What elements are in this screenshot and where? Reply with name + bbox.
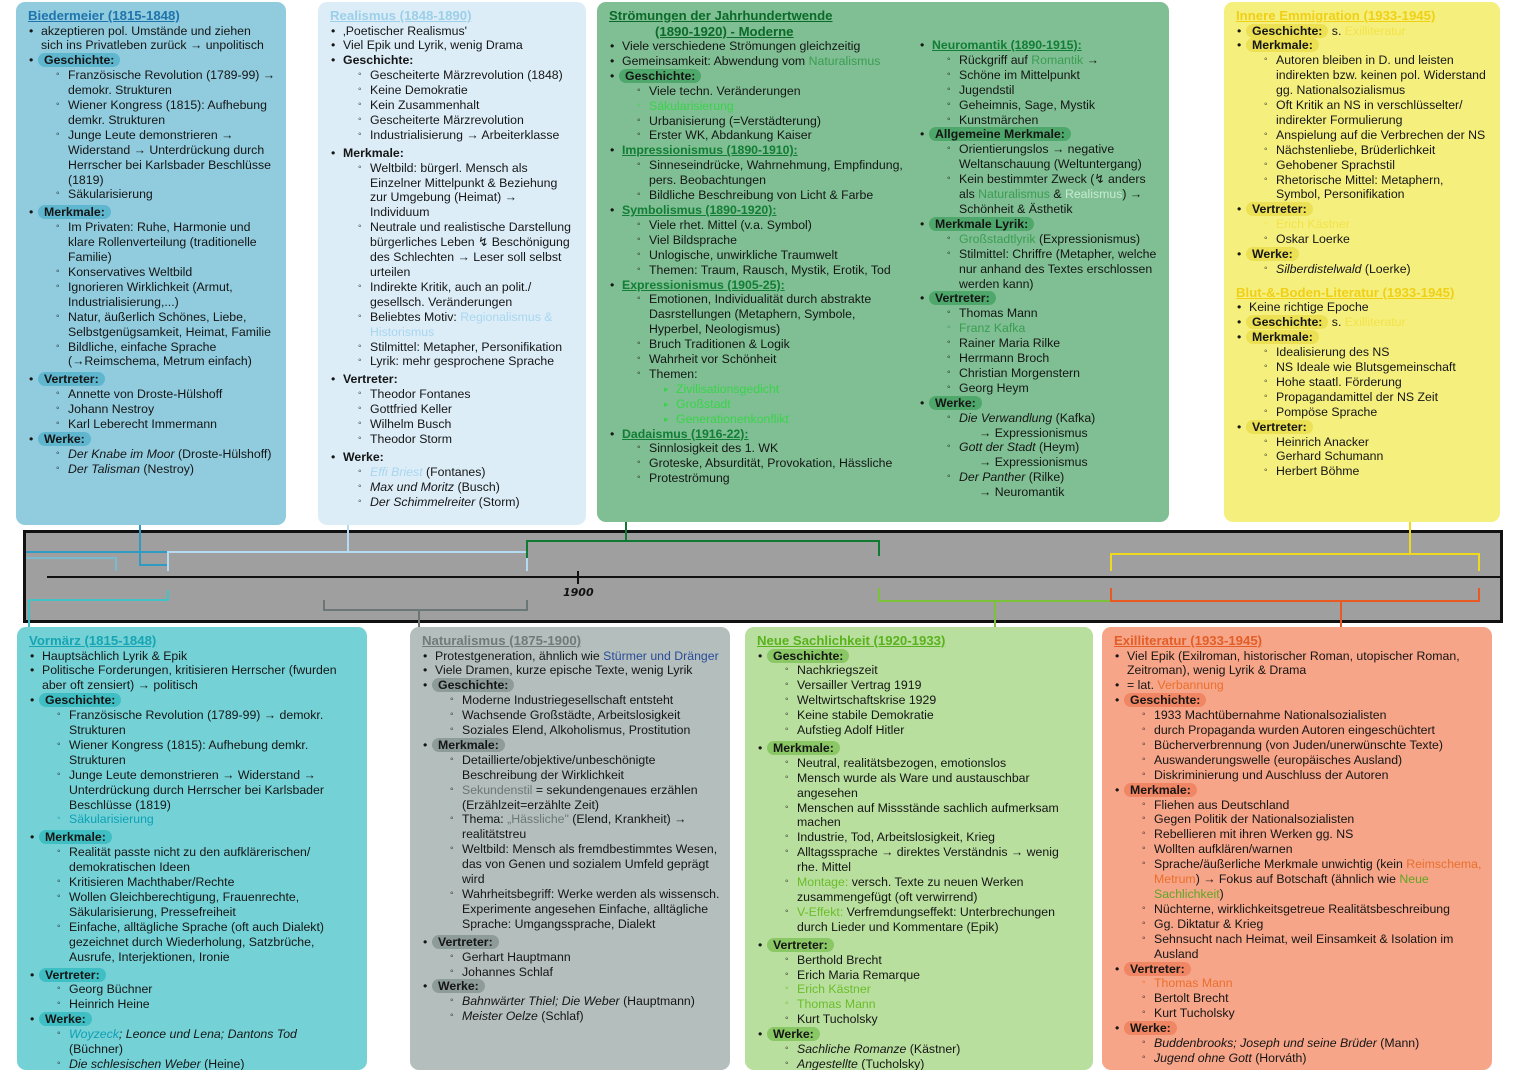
list-item: ◦ Moderne Industriegesellschaft entsteht	[449, 693, 720, 708]
card-naturalismus	[410, 627, 730, 1070]
section-label: Geschichte:	[343, 53, 414, 68]
list-item: ◦ Wiener Kongress (1815): Aufhebung demkr. Strukturen	[56, 738, 357, 768]
list-item: ◦ Konservatives Weltbild	[55, 265, 276, 280]
list-item: • Keine richtige Epoche	[1236, 300, 1490, 315]
list-item: ◦ Im Privaten: Ruhe, Harmonie und klare Rollenverteilung (traditionelle Familie)	[55, 220, 276, 265]
list-item: ◦ Wachsende Großstädte, Arbeitslosigkeit	[449, 708, 720, 723]
list-item: ◦ Jugend ohne Gott (Horváth)	[1141, 1051, 1482, 1066]
list-item: ◦ Die Verwandlung (Kafka) → Expressionismus	[946, 411, 1163, 441]
timeline-year-label: 1900	[563, 586, 594, 599]
card-biedermeier	[16, 2, 286, 525]
list-item: ◦ Lyrik: mehr gesprochene Sprache	[357, 354, 576, 369]
card-title: Strömungen der Jahrhundertwende	[609, 8, 833, 23]
list-item: ◦ Versailler Vertrag 1919	[784, 678, 1083, 693]
card-title: Innere Emmigration (1933-1945)	[1236, 8, 1436, 23]
list-item: ◦ Realität passte nicht zu den aufklärerischen/ demokratischen Ideen	[56, 845, 357, 875]
card-title: Neue Sachlichkeit (1920-1933)	[757, 633, 946, 648]
list-item: ◦ Emotionen, Individualität durch abstrakte Dasrstellungen (Metaphern, Symbole, Hyperbel, Neologismus)	[636, 292, 909, 337]
list-item: ◦ Themen: ▸ Zivilisationsgedicht ▸ Großstadt ▸ Generationenkonflikt	[636, 367, 909, 427]
list-item: ◦ Die schlesischen Weber (Heine)	[56, 1057, 357, 1070]
list-item: ◦ Junge Leute demonstrieren → Widerstand → Unterdrückung durch Herrscher bei Karlsbader Beschlüsse (1819)	[56, 768, 357, 813]
list-item: ◦ Nachkriegszeit	[784, 663, 1083, 678]
list-item: ◦ Bahnwärter Thiel; Die Weber (Hauptmann)	[449, 994, 720, 1009]
list-item: ◦ Weltwirtschaftskrise 1929	[784, 693, 1083, 708]
section-label: Vertreter:	[1246, 202, 1313, 216]
list-item: • Politische Forderungen, kritisieren Herrscher (fwurden aber oft zensiert) → politisch	[29, 663, 357, 693]
section-label: Geschichte:	[39, 693, 121, 707]
section-label: Vertreter:	[1246, 420, 1313, 434]
connector-exil	[1111, 588, 1479, 601]
list-item: ◦ Schöne im Mittelpunkt	[946, 68, 1163, 83]
list-item: ◦ Auswanderungswelle (europäisches Ausland)	[1141, 753, 1482, 768]
list-item: ◦ Junge Leute demonstrieren → Widerstand → Unterdrückung durch Herrscher bei Karlsbader Beschlüsse (1819)	[55, 128, 276, 188]
section-label: Expressionismus (1905-25):	[622, 277, 785, 292]
list-item: ◦ Gegen Politik der Nationalsozialisten	[1141, 812, 1482, 827]
list-item: • Viele Dramen, kurze epische Texte, wenig Lyrik	[422, 663, 720, 678]
list-item: ◦ Heinrich Heine	[56, 997, 357, 1012]
card-vormaerz	[17, 627, 367, 1070]
list-item: • Viel Epik (Exilroman, historischer Roman, utopischer Roman, Zeitroman), wenig Lyrik & Drama	[1114, 649, 1482, 679]
list-item: ◦ Der Talisman (Nestroy)	[55, 462, 276, 477]
list-item: ◦ Woyzeck; Leonce und Lena; Dantons Tod (Büchner)	[56, 1027, 357, 1057]
list-item: ◦ Industrie, Tod, Arbeitslosigkeit, Krieg	[784, 830, 1083, 845]
list-item: ◦ Stilmittel: Chriffre (Metapher, welche nur anhand des Textes erschlossen werden kann)	[946, 247, 1163, 292]
list-item: ◦ Propagandamittel der NS Zeit	[1263, 390, 1490, 405]
list-item: ◦ Säkularisierung	[55, 187, 276, 202]
list-item: ▸ Generationenkonflikt	[663, 412, 909, 427]
list-item: ◦ Gottfried Keller	[357, 402, 576, 417]
section-label: Vertreter:	[1124, 962, 1191, 976]
list-item: ◦ Aufstieg Adolf Hitler	[784, 723, 1083, 738]
list-item: • ‚Poetischer Realismus'	[330, 24, 576, 39]
list-item: ◦ NS Ideale wie Blutsgemeinschaft	[1263, 360, 1490, 375]
list-item: ◦ Theodor Storm	[357, 432, 576, 447]
list-item: ◦ Christian Morgenstern	[946, 366, 1163, 381]
section-label: Symbolismus (1890-1920):	[622, 202, 777, 217]
list-item: ◦ Georg Büchner	[56, 982, 357, 997]
section-label: Vertreter:	[343, 372, 398, 387]
list-item: ◦ Heinrich Anacker	[1263, 435, 1490, 450]
section-label: Vertreter:	[929, 291, 996, 305]
list-item: ◦ Bücherverbrennung (von Juden/unerwünschte Texte)	[1141, 738, 1482, 753]
list-item: ◦ Sehnsucht nach Heimat, weil Einsamkeit & Isolation im Ausland	[1141, 932, 1482, 962]
list-item: ◦ Anspielung auf die Verbrechen der NS	[1263, 128, 1490, 143]
section-label: Vertreter:	[432, 935, 499, 949]
list-item: • akzeptieren pol. Umstände und ziehen sich ins Privatleben zurück → unpolitisch	[28, 24, 276, 54]
list-item: ◦ Viele techn. Veränderungen	[636, 84, 909, 99]
list-item: ◦ Thomas Mann	[946, 306, 1163, 321]
list-item: • Viel Epik und Lyrik, wenig Drama	[330, 38, 576, 53]
list-item: ◦ Sekundenstil = sekundengenaues erzählen (Erzählzeit=erzählte Zeit)	[449, 783, 720, 813]
list-item: ◦ Kein bestimmter Zweck (↯ anders als Naturalismus & Realismus) → Schönheit & Ästhetik	[946, 172, 1163, 217]
list-item: • Gemeinsamkeit: Abwendung vom Naturalismus	[609, 54, 909, 69]
section-label: Geschichte:	[432, 678, 514, 692]
list-item: ◦ Gescheiterte Märzrevolution	[357, 113, 576, 128]
list-item: • Protestgeneration, ähnlich wie Stürmer und Dränger	[422, 649, 720, 664]
list-item: ◦ Johannes Schlaf	[449, 965, 720, 980]
list-item: ◦ Gerhart Hauptmann	[449, 950, 720, 965]
list-item: ◦ Gott der Stadt (Heym) → Expressionismus	[946, 440, 1163, 470]
list-item: ◦ Kritisieren Machthaber/Rechte	[56, 875, 357, 890]
list-item: ◦ Der Knabe im Moor (Droste-Hülshoff)	[55, 447, 276, 462]
section-label: Merkmale:	[1246, 330, 1319, 344]
section-label: Werke:	[1124, 1021, 1177, 1035]
list-item: ◦ Max und Moritz (Busch)	[357, 480, 576, 495]
list-item: ▸ Großstadt	[663, 397, 909, 412]
list-item: • Hauptsächlich Lyrik & Epik	[29, 649, 357, 664]
list-item: ◦ Keine stabile Demokratie	[784, 708, 1083, 723]
card-realismus	[318, 2, 586, 525]
list-item: ◦ Viel Bildsprache	[636, 233, 909, 248]
list-item: • Geschichte: s. Exilliteratur	[1236, 24, 1490, 39]
list-item: ◦ Gerhard Schumann	[1263, 449, 1490, 464]
list-item: ◦ Stilmittel: Metapher, Personifikation	[357, 340, 576, 355]
list-item: ▸ Zivilisationsgedicht	[663, 382, 909, 397]
list-item: ◦ Nüchterne, wirklichkeitsgetreue Realitätsbeschreibung	[1141, 902, 1482, 917]
list-item: ◦ Weltbild: Mensch als fremdbestimmtes Wesen, das von Genen und sozialem Umfeld geprägt wird	[449, 842, 720, 887]
card-title: Vormärz (1815-1848)	[29, 633, 157, 648]
list-item: ◦ Kurt Tucholsky	[1141, 1006, 1482, 1021]
list-item: ◦ Orientierungslos → negative Weltanschauung (Weltuntergang)	[946, 142, 1163, 172]
section-label: Werke:	[39, 1012, 92, 1026]
section-label: Merkmale:	[1124, 783, 1197, 797]
list-item: ◦ Gg. Diktatur & Krieg	[1141, 917, 1482, 932]
card-title: Realismus (1848-1890)	[330, 8, 472, 23]
list-item: ◦ Berthold Brecht	[784, 953, 1083, 968]
section-label: Vertreter:	[38, 372, 105, 386]
list-item: ◦ Säkularisierung	[56, 812, 357, 827]
list-item: ◦ Ignorieren Wirklichkeit (Armut, Industrialisierung,...)	[55, 280, 276, 310]
section-label: Dadaismus (1916-22):	[622, 426, 749, 441]
list-item: • Geschichte: s. Exilliteratur	[1236, 315, 1490, 330]
list-item: ◦ Indirekte Kritik, auch an polit./ gesellsch. Veränderungen	[357, 280, 576, 310]
list-item: ◦ Kein Zusammenhalt	[357, 98, 576, 113]
list-item: ◦ Erich Maria Remarque	[784, 968, 1083, 983]
list-item: ◦ Detaillierte/objektive/unbeschönigte Beschreibung der Wirklichkeit	[449, 753, 720, 783]
list-item: ◦ Bertolt Brecht	[1141, 991, 1482, 1006]
section-label: Impressionismus (1890-1910):	[622, 143, 798, 158]
section-label: Merkmale:	[432, 738, 505, 752]
card-title: Biedermeier (1815-1848)	[28, 8, 180, 23]
list-item: ◦ Oskar Loerke	[1263, 232, 1490, 247]
list-item: ◦ Thomas Mann	[784, 997, 1083, 1012]
list-item: ◦ Sprache/äußerliche Merkmale unwichtig (kein Reimschema, Metrum) → Fokus auf Botschaft (ähnlich wie Neue Sachlichkeit)	[1141, 857, 1482, 902]
list-item: ◦ Geheimnis, Sage, Mystik	[946, 98, 1163, 113]
list-item: ◦ Autoren bleiben in D. und leisten indirekten bzw. keinen pol. Widerstand gg. Nationalsozialismus	[1263, 53, 1490, 98]
list-item: ◦ Neutrale und realistische Darstellung bürgerliches Leben ↯ Beschönigung des Schlechten → Leser soll selbst urteilen	[357, 220, 576, 280]
list-item: ◦ Unlogische, unwirkliche Traumwelt	[636, 248, 909, 263]
list-item: ◦ Herbert Böhme	[1263, 464, 1490, 479]
section-label: Werke:	[343, 449, 384, 464]
list-item: ◦ Bruch Traditionen & Logik	[636, 337, 909, 352]
list-item: ◦ Mensch wurde als Ware und austauschbar angesehen	[784, 771, 1083, 801]
list-item: ◦ Thomas Mann	[1141, 976, 1482, 991]
list-item: ◦ 1933 Machtübernahme Nationalsozialisten	[1141, 708, 1482, 723]
section-label: Merkmale:	[1246, 38, 1319, 52]
section-label: Werke:	[767, 1027, 820, 1041]
list-item: ◦ Säkularisierung	[636, 99, 909, 114]
list-item: ◦ Rückgriff auf Romantik →	[946, 53, 1163, 68]
section-label: Merkmale:	[343, 145, 404, 160]
list-item: ◦ Keine Demokratie	[357, 83, 576, 98]
section-label: Vertreter:	[39, 968, 106, 982]
card-moderne	[597, 2, 1169, 522]
list-item: ◦ Annette von Droste-Hülshoff	[55, 387, 276, 402]
list-item: ◦ Sachliche Romanze (Kästner)	[784, 1042, 1083, 1057]
list-item: ◦ Thema: „Hässliche" (Elend, Krankheit) → realitätstreu	[449, 812, 720, 842]
list-item: ◦ Sinneseindrücke, Wahrnehmung, Empfindung, pers. Beobachtungen	[636, 158, 909, 188]
list-item: ◦ Wilhelm Busch	[357, 417, 576, 432]
list-item: ◦ Proteströmung	[636, 471, 909, 486]
section-label: Werke:	[38, 432, 91, 446]
list-item: ◦ Der Schimmelreiter (Storm)	[357, 495, 576, 510]
section-label: Werke:	[432, 979, 485, 993]
list-item: ◦ Wollen Gleichberechtigung, Frauenrechte, Säkularisierung, Pressefreiheit	[56, 890, 357, 920]
list-item: ◦ Theodor Fontanes	[357, 387, 576, 402]
list-item: ◦ Meister Oelze (Schlaf)	[449, 1009, 720, 1024]
list-item: ◦ Alltagssprache → direktes Verständnis → wenig rhe. Mittel	[784, 845, 1083, 875]
list-item: ◦ Pompöse Sprache	[1263, 405, 1490, 420]
section-label: Werke:	[929, 396, 982, 410]
section-label: Merkmale:	[767, 741, 840, 755]
list-item: ◦ Georg Heym	[946, 381, 1163, 396]
card-neue-sachlichkeit	[745, 627, 1093, 1070]
list-item: ◦ Sinnlosigkeit des 1. WK	[636, 441, 909, 456]
section-label: Allgemeine Merkmale:	[929, 127, 1071, 141]
list-item: ◦ durch Propaganda wurden Autoren eingeschüchtert	[1141, 723, 1482, 738]
list-item: ◦ Der Panther (Rilke) → Neuromantik	[946, 470, 1163, 500]
card-exilliteratur	[1102, 627, 1492, 1070]
section-label: Geschichte:	[619, 69, 701, 83]
list-item: ◦ Viele rhet. Mittel (v.a. Symbol)	[636, 218, 909, 233]
section-label: Merkmale Lyrik:	[929, 217, 1034, 231]
list-item: ◦ Wahrheitsbegriff: Werke werden als wissensch. Experimente angesehen Einfache, alltägliche Sprache: Umgangssprache, Dialekt	[449, 887, 720, 932]
list-item: ◦ Bildliche, einfache Sprache (→Reimschema, Metrum einfach)	[55, 340, 276, 370]
card-subtitle: (1890-1920) - Moderne	[655, 23, 794, 39]
list-item: ◦ Wahrheit vor Schönheit	[636, 352, 909, 367]
section-label: Vertreter:	[767, 938, 834, 952]
list-item: ◦ Fliehen aus Deutschland	[1141, 798, 1482, 813]
list-item: ◦ Buddenbrooks; Joseph und seine Brüder (Mann)	[1141, 1036, 1482, 1051]
list-item: ◦ Erich Kästner	[1263, 217, 1490, 232]
section-label: Geschichte:	[38, 53, 120, 67]
list-item: ◦ Gescheiterte Märzrevolution (1848)	[357, 68, 576, 83]
list-item: ◦ Jugendstil	[946, 83, 1163, 98]
list-item: ◦ Karl Leberecht Immermann	[55, 417, 276, 432]
card-title-blut-boden: Blut-&-Boden-Literatur (1933-1945)	[1236, 284, 1455, 300]
list-item: ◦ Urbanisierung (=Verstädterung)	[636, 114, 909, 129]
section-label: Merkmale:	[39, 830, 112, 844]
list-item: • Viele verschiedene Strömungen gleichzeitig	[609, 39, 909, 54]
list-item: ◦ Silberdistelwald (Loerke)	[1263, 262, 1490, 277]
list-item: ◦ Franz Kafka	[946, 321, 1163, 336]
list-item: ◦ Erster WK, Abdankung Kaiser	[636, 128, 909, 143]
section-label: Geschichte:	[767, 649, 849, 663]
list-item: ◦ Einfache, alltägliche Sprache (oft auch Dialekt) gezeichnet durch Wiederholung, Satzbrüche, Ausrufe, Interjektionen, Ironie	[56, 920, 357, 965]
list-item: ◦ Herrmann Broch	[946, 351, 1163, 366]
list-item: ◦ Industrialisierung → Arbeiterklasse	[357, 128, 576, 143]
list-item: ◦ Montage: versch. Texte zu neuen Werken zusammengefügt (oft verwirrend)	[784, 875, 1083, 905]
list-item: ◦ Wiener Kongress (1815): Aufhebung demkr. Strukturen	[55, 98, 276, 128]
section-label: Merkmale:	[38, 205, 111, 219]
list-item: ◦ Nächstenliebe, Brüderlichkeit	[1263, 143, 1490, 158]
list-item: ◦ Oft Kritik an NS in verschlüsselter/ indirekter Formulierung	[1263, 98, 1490, 128]
section-label: Neuromantik (1890-1915):	[932, 38, 1082, 52]
list-item: ◦ Rainer Maria Rilke	[946, 336, 1163, 351]
list-item: ◦ Wollten aufklären/warnen	[1141, 842, 1482, 857]
section-label: Werke:	[1246, 247, 1299, 261]
list-item: ◦ Johann Nestroy	[55, 402, 276, 417]
list-item: ◦ Neutral, realitätsbezogen, emotionslos	[784, 756, 1083, 771]
list-item: ◦ Erich Kästner	[784, 982, 1083, 997]
list-item: ◦ Französische Revolution (1789-99) → demokr. Strukturen	[55, 68, 276, 98]
list-item: ◦ Groteske, Absurdität, Provokation, Hässliche	[636, 456, 909, 471]
list-item: ◦ Diskriminierung und Auschluss der Autoren	[1141, 768, 1482, 783]
card-title: Naturalismus (1875-1900)	[422, 633, 582, 648]
list-item: ◦ Französische Revolution (1789-99) → demokr. Strukturen	[56, 708, 357, 738]
list-item: ◦ Beliebtes Motiv: Regionalismus & Historismus	[357, 310, 576, 340]
list-item: ◦ Bildliche Beschreibung von Licht & Farbe	[636, 188, 909, 203]
list-item: ◦ Gehobener Sprachstil	[1263, 158, 1490, 173]
list-item: ◦ Natur, äußerlich Schönes, Liebe, Selbstgenügsamkeit, Heimat, Familie	[55, 310, 276, 340]
list-item: ◦ Kunstmärchen	[946, 113, 1163, 128]
list-item: ◦ Weltbild: bürgerl. Mensch als Einzelner Mittelpunkt & Beziehung zur Umgebung (Heimat) → Individuum	[357, 161, 576, 221]
list-item: ◦ Rhetorische Mittel: Metaphern, Symbol, Personifikation	[1263, 173, 1490, 203]
list-item: ◦ Themen: Traum, Rausch, Mystik, Erotik, Tod	[636, 263, 909, 278]
list-item: ◦ Hohe staatl. Förderung	[1263, 375, 1490, 390]
list-item: ◦ Idealisierung des NS	[1263, 345, 1490, 360]
list-item: ◦ Großstadtlyrik (Expressionismus)	[946, 232, 1163, 247]
card-innere-emigration	[1224, 2, 1500, 522]
list-item: ◦ Angestellte (Tucholsky)	[784, 1057, 1083, 1070]
list-item: ◦ Rebellieren mit ihren Werken gg. NS	[1141, 827, 1482, 842]
list-item: ◦ Soziales Elend, Alkoholismus, Prostitution	[449, 723, 720, 738]
list-item: ◦ Kurt Tucholsky	[784, 1012, 1083, 1027]
list-item: ◦ V-Effekt: Verfremdungseffekt: Unterbrechungen durch Lieder und Kommentare (Epik)	[784, 905, 1083, 935]
list-item: ◦ Effi Briest (Fontanes)	[357, 465, 576, 480]
list-item: • = lat. Verbannung	[1114, 678, 1482, 693]
card-title: Exilliteratur (1933-1945)	[1114, 633, 1263, 648]
section-label: Geschichte:	[1124, 693, 1206, 707]
connector-vormaerz	[29, 590, 168, 600]
list-item: ◦ Menschen auf Missstände sachlich aufmerksam machen	[784, 801, 1083, 831]
connector-naturalismus	[324, 600, 419, 627]
